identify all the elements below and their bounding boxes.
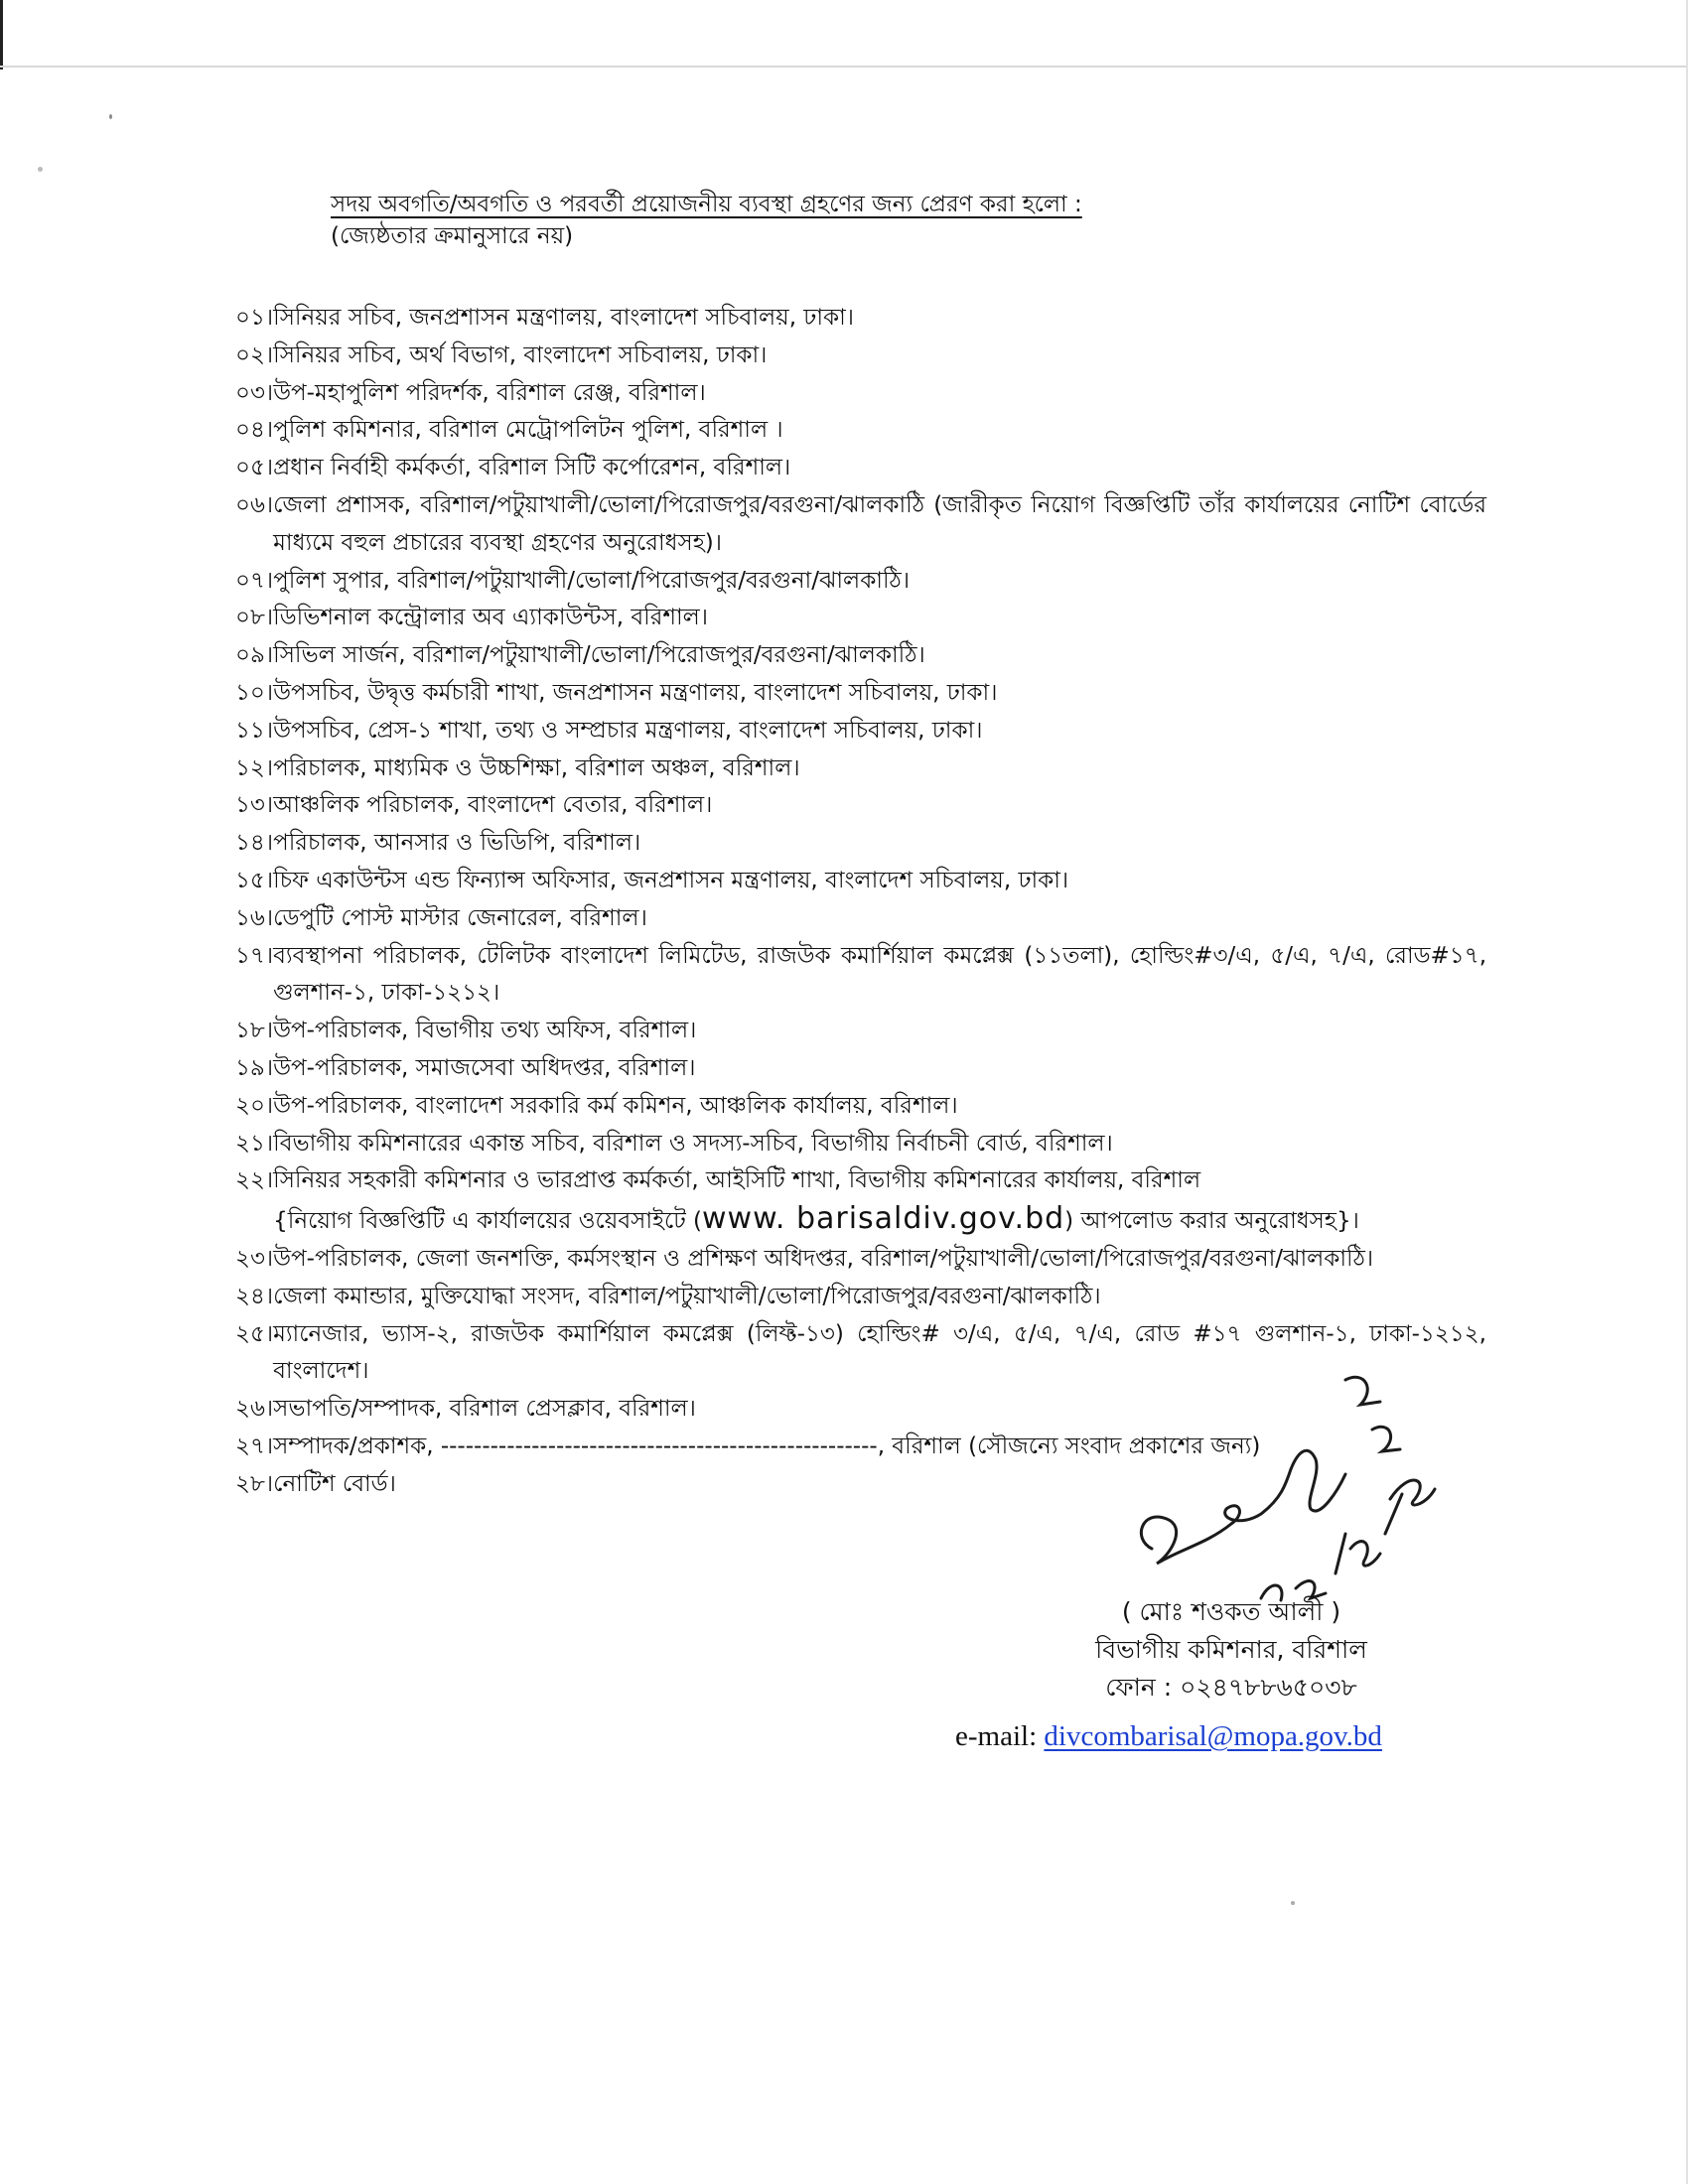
upload-note	[273, 1201, 1359, 1237]
list-item	[235, 863, 1486, 900]
scan-speck	[1291, 1901, 1295, 1905]
list-item	[235, 787, 1486, 825]
list-item	[235, 637, 1486, 675]
email-link[interactable]: divcombarisal@mopa.gov.bd	[1044, 1720, 1382, 1752]
item-number: ১০।	[235, 679, 274, 706]
scan-edge-line	[0, 66, 1688, 68]
item-text: উপ-পরিচালক, জেলা জনশক্তি, কর্মসংস্থান ও প্রশিক্ষণ অধিদপ্তর, বরিশাল/পটুয়াখালী/ভোলা/পিরোজপুর/বরগুনা/ঝালকাঠি।	[273, 1245, 1374, 1272]
list-item	[235, 1241, 1486, 1279]
list-item	[235, 713, 1486, 751]
item-text: পরিচালক, আনসার ও ভিডিপি, বরিশাল।	[273, 830, 641, 857]
item-text: সম্পাদক/প্রকাশক, -----------------------------------------------------, বরিশাল (সৌজন্যে সংবাদ প্রকাশের জন্য)	[273, 1433, 1261, 1459]
list-item	[235, 450, 1486, 487]
item-text: ম্যানেজার, ভ্যাস-২, রাজউক কমার্শিয়াল কমপ্লেক্স (লিফ্ট-১৩) হোল্ডিং# ৩/এ, ৫/এ, ৭/এ, রোড #১৭ গুলশান-১, ঢাকা-১২১২, বাংলাদেশ।	[273, 1320, 1486, 1385]
item-number: ২০।	[235, 1092, 274, 1119]
list-item	[235, 1088, 1486, 1126]
list-item	[235, 751, 1486, 788]
item-text: চিফ একাউন্টস এন্ড ফিন্যান্স অফিসার, জনপ্রশাসন মন্ত্রণালয়, বাংলাদেশ সচিবালয়, ঢাকা।	[273, 867, 1069, 893]
item-text: জেলা প্রশাসক, বরিশাল/পটুয়াখালী/ভোলা/পিরোজপুর/বরগুনা/ঝালকাঠি (জারীকৃত নিয়োগ বিজ্ঞপ্তিটি তাঁর কার্যালয়ের নোটিশ বোর্ডের মাধ্যমে বহুল প্রচারের ব্যবস্থা গ্রহণের অনুরোধসহ)।	[273, 491, 1486, 556]
item-text: উপ-পরিচালক, সমাজসেবা অধিদপ্তর, বরিশাল।	[273, 1054, 696, 1081]
item-text: সভাপতি/সম্পাদক, বরিশাল প্রেসক্লাব, বরিশাল।	[273, 1396, 696, 1423]
item-text: উপসচিব, উদ্বৃত্ত কর্মচারী শাখা, জনপ্রশাসন মন্ত্রণালয়, বাংলাদেশ সচিবালয়, ঢাকা।	[273, 679, 998, 706]
item-text: উপ-পরিচালক, বাংলাদেশ সরকারি কর্ম কমিশন, আঞ্চলিক কার্যালয়, বরিশাল।	[273, 1092, 958, 1119]
item-number: ১৬।	[235, 904, 274, 931]
item-text: উপ-মহাপুলিশ পরিদর্শক, বরিশাল রেঞ্জ, বরিশাল।	[273, 379, 706, 406]
item-number: ০৯।	[235, 642, 274, 669]
scan-speck	[109, 114, 112, 119]
item-number: ১৮।	[235, 1018, 274, 1044]
item-text: ডেপুটি পোস্ট মাস্টার জেনারেল, বরিশাল।	[273, 904, 647, 931]
item-text: পুলিশ কমিশনার, বরিশাল মেট্রোপলিটন পুলিশ, বরিশাল ।	[273, 417, 783, 444]
item-number: ২৪।	[235, 1283, 274, 1309]
list-item	[235, 675, 1486, 713]
item-text: সিনিয়র সহকারী কমিশনার ও ভারপ্রাপ্ত কর্মকর্তা, আইসিটি শাখা, বিভাগীয় কমিশনারের কার্যালয়, বরিশাল	[273, 1167, 1201, 1194]
signature-block	[933, 1593, 1529, 1706]
item-number: ১২।	[235, 754, 274, 781]
website-url: www. barisaldiv.gov.bd	[702, 1201, 1065, 1237]
item-number: ০৭।	[235, 567, 274, 594]
item-number: ২৩।	[235, 1245, 274, 1272]
list-item	[235, 938, 1486, 1014]
item-number: ১৯।	[235, 1054, 274, 1081]
phone-number: ফোন : ০২৪৭৮৮৬৫০৩৮	[1105, 1673, 1357, 1702]
item-text: সিনিয়র সচিব, জনপ্রশাসন মন্ত্রণালয়, বাংলাদেশ সচিবালয়, ঢাকা।	[273, 305, 854, 331]
list-item	[235, 375, 1486, 413]
item-text: জেলা কমান্ডার, মুক্তিযোদ্ধা সংসদ, বরিশাল/পটুয়াখালী/ভোলা/পিরোজপুর/বরগুনা/ঝালকাঠি।	[273, 1283, 1101, 1309]
item-text: বিভাগীয় কমিশনারের একান্ত সচিব, বরিশাল ও সদস্য-সচিব, বিভাগীয় নির্বাচনী বোর্ড, বরিশাল।	[273, 1130, 1113, 1157]
list-item	[235, 1279, 1486, 1316]
list-item	[235, 412, 1486, 450]
item-text: পুলিশ সুপার, বরিশাল/পটুয়াখালী/ভোলা/পিরোজপুর/বরগুনা/ঝালকাঠি।	[273, 567, 911, 594]
item-text: সিনিয়র সচিব, অর্থ বিভাগ, বাংলাদেশ সচিবালয়, ঢাকা।	[273, 341, 768, 368]
item-text: ডিভিশনাল কন্ট্রোলার অব এ্যাকাউন্টস, বরিশাল।	[273, 605, 709, 631]
item-number: ১১।	[235, 717, 274, 744]
upload-note-suffix: ) আপলোড করার অনুরোধসহ}।	[1064, 1208, 1359, 1235]
item-number: ২৭।	[235, 1433, 274, 1459]
upload-note-prefix: {নিয়োগ বিজ্ঞপ্তিটি এ কার্যালয়ের ওয়েবসাইটে (	[273, 1208, 703, 1235]
signature-drawing	[1112, 1350, 1450, 1628]
item-text: ব্যবস্থাপনা পরিচালক, টেলিটক বাংলাদেশ লিমিটেড, রাজউক কমার্শিয়াল কমপ্লেক্স (১১তলা), হোল্ডিং#৩/এ, ৫/এ, ৭/এ, রোড#১৭, গুলশান-১, ঢাকা-১২১২।	[273, 942, 1486, 1007]
list-item	[235, 1013, 1486, 1050]
item-number: ০৫।	[235, 455, 274, 481]
signatory-name: ( মোঃ শওকত আলী )	[1121, 1597, 1341, 1626]
list-item	[235, 1162, 1486, 1241]
list-item	[235, 1126, 1486, 1163]
item-text: উপ-পরিচালক, বিভাগীয় তথ্য অফিস, বরিশাল।	[273, 1018, 697, 1044]
item-text: প্রধান নির্বাহী কর্মকর্তা, বরিশাল সিটি কর্পোরেশন, বরিশাল।	[273, 455, 791, 481]
item-number: ০৩।	[235, 379, 274, 406]
list-item	[235, 1050, 1486, 1088]
item-text: আঞ্চলিক পরিচালক, বাংলাদেশ বেতার, বরিশাল।	[273, 792, 713, 819]
item-number: ০২।	[235, 341, 274, 368]
scan-speck	[38, 167, 43, 172]
heading-text: সদয় অবগতি/অবগতি ও পরবর্তী প্রয়োজনীয় ব্যবস্থা গ্রহণের জন্য প্রেরণ করা হলো :	[331, 192, 1082, 217]
list-item	[235, 338, 1486, 375]
distribution-heading	[331, 189, 1482, 252]
item-number: ২২।	[235, 1167, 274, 1194]
item-number: ২১।	[235, 1130, 274, 1157]
item-text: উপসচিব, প্রেস-১ শাখা, তথ্য ও সম্প্রচার মন্ত্রণালয়, বাংলাদেশ সচিবালয়, ঢাকা।	[273, 717, 983, 744]
scan-edge-mark	[0, 0, 3, 69]
list-item	[235, 563, 1486, 601]
list-item	[235, 825, 1486, 863]
list-item	[235, 300, 1486, 338]
heading-note: (জ্যেষ্ঠতার ক্রমানুসারে নয়)	[331, 223, 574, 249]
handwritten-signature	[1112, 1350, 1450, 1628]
signatory-designation: বিভাগীয় কমিশনার, বরিশাল	[1095, 1635, 1367, 1664]
item-number: ২৮।	[235, 1470, 274, 1497]
item-number: ০১।	[235, 305, 274, 331]
item-text: নোটিশ বোর্ড।	[273, 1470, 396, 1497]
item-text-block	[273, 1162, 1486, 1241]
item-number: ১৪।	[235, 830, 274, 857]
list-item	[235, 600, 1486, 637]
item-number: ০৪।	[235, 417, 274, 444]
item-number: ১৭।	[235, 942, 274, 969]
item-number: ২৫।	[235, 1320, 274, 1347]
list-item	[235, 900, 1486, 938]
item-number: ১৫।	[235, 867, 274, 893]
item-number: ১৩।	[235, 792, 274, 819]
recipient-list	[235, 300, 1486, 1504]
item-text: সিভিল সার্জন, বরিশাল/পটুয়াখালী/ভোলা/পিরোজপুর/বরগুনা/ঝালকাঠি।	[273, 642, 925, 669]
item-number: ০৮।	[235, 605, 274, 631]
item-number: ২৬।	[235, 1396, 274, 1423]
email-label: e-mail:	[955, 1720, 1038, 1752]
list-item	[235, 487, 1486, 563]
item-text: পরিচালক, মাধ্যমিক ও উচ্চশিক্ষা, বরিশাল অঞ্চল, বরিশাল।	[273, 754, 800, 781]
item-number: ০৬।	[235, 491, 274, 518]
email-line	[955, 1720, 1382, 1753]
